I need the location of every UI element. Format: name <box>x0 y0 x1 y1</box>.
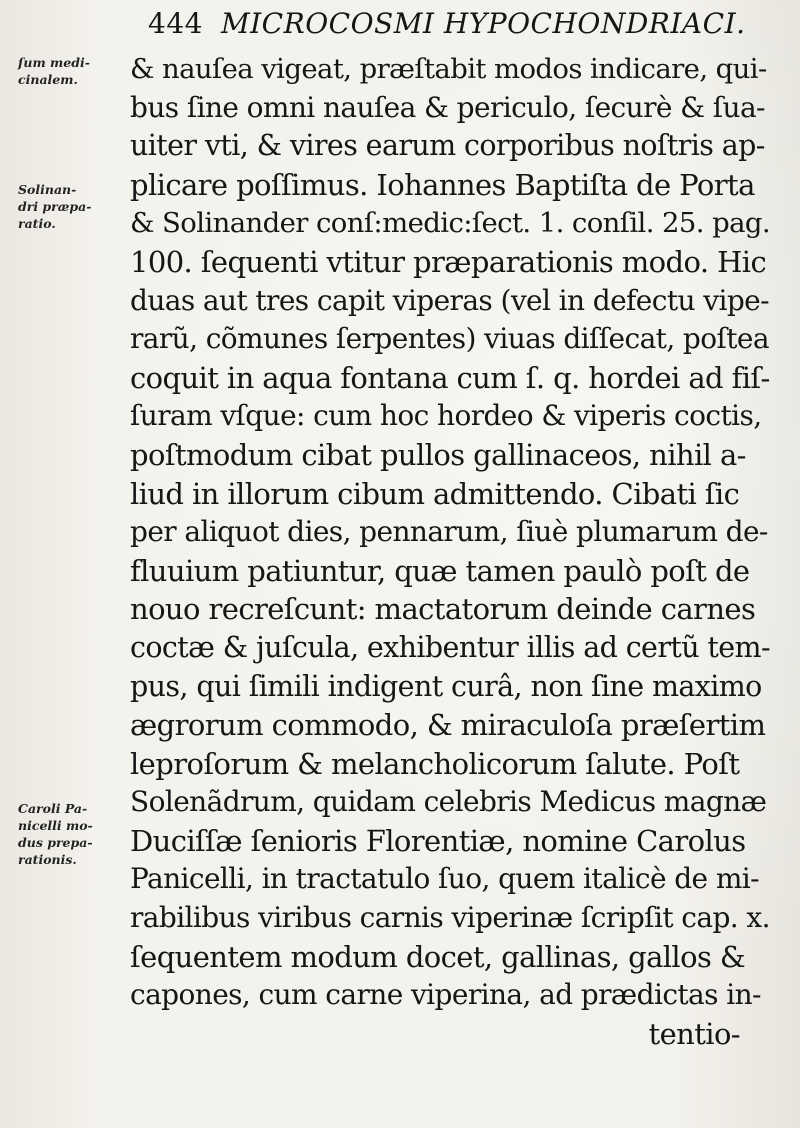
margin-note-line: ſum medi- <box>18 55 90 70</box>
margin-note-line: nicelli mo- <box>18 818 93 833</box>
text-line: liud in illorum cibum admittendo. Cibati ſic <box>130 476 740 511</box>
text-line: Solenãdrum, quidam celebris Medicus magnæ <box>130 785 767 819</box>
text-line: plicare poſſimus. Iohannes Baptiſta de Porta <box>130 167 755 202</box>
text-line: uiter vti, & vires earum corporibus noſtris ap- <box>130 129 765 163</box>
text-line: capones, cum carne viperina, ad prædictas in- <box>130 978 761 1012</box>
margin-note-2 <box>18 181 126 232</box>
text-line: nouo recreſcunt: mactatorum deinde carnes <box>130 592 756 627</box>
text-line: ſuram vſque: cum hoc hordeo & viperis coctis, <box>130 399 762 433</box>
margin-note-line: Caroli Pa- <box>18 801 88 816</box>
margin-note-line: dus prepa- <box>18 835 93 850</box>
text-line: coquit in aqua fontana cum ſ. q. hordei ad fiſ- <box>130 360 770 395</box>
margin-note-line: rationis. <box>18 852 77 867</box>
text-line: 100. ſequenti vtitur præparationis modo. Hic <box>130 244 767 279</box>
running-title: MICROCOSMI HYPOCHONDRIACI. <box>220 7 746 40</box>
text-line: rarũ, cõmunes ſerpentes) viuas diſſecat, poſtea <box>130 322 769 356</box>
text-line: ægrorum commodo, & miraculoſa præſertim <box>130 708 766 743</box>
margin-note-1 <box>18 54 126 88</box>
margin-note-line: Solinan- <box>18 182 77 197</box>
text-line: bus ſine omni nauſea & periculo, ſecurè & ſua- <box>130 90 765 124</box>
text-line: fluuium patiuntur, quæ tamen paulò poſt de <box>130 553 750 588</box>
text-line: ſequentem modum docet, gallinas, gallos & <box>130 939 746 974</box>
text-line: & nauſea vigeat, præſtabit modos indicare, qui- <box>130 53 767 85</box>
text-line: leproſorum & melancholicorum ſalute. Poſt <box>130 746 740 781</box>
text-line: poſtmodum cibat pullos gallinaceos, nihil a- <box>130 437 746 472</box>
text-line: per aliquot dies, pennarum, ſiuè plumarum de- <box>130 515 768 549</box>
margin-note-line: dri præpa- <box>18 199 92 214</box>
body-text <box>130 50 770 1053</box>
text-line: coctæ & juſcula, exhibentur illis ad certũ tem- <box>130 630 770 664</box>
text-line: & Solinander conſ:medic:ſect. 1. conſil. 25. pag. <box>130 207 771 240</box>
running-header <box>148 4 778 44</box>
page-number: 444 <box>148 7 203 40</box>
text-line: duas aut tres capit viperas (vel in defectu vipe- <box>130 283 769 317</box>
catchword: tentio- <box>648 1016 740 1051</box>
text-line: pus, qui ſimili indigent curâ, non ſine maximo <box>130 669 762 703</box>
text-line: Panicelli, in tractatulo ſuo, quem italicè de mi- <box>130 862 759 896</box>
text-line: Duciſſæ ſenioris Florentiæ, nomine Carolus <box>130 823 746 858</box>
margin-note-3 <box>18 800 126 868</box>
margin-note-line: ratio. <box>18 216 56 231</box>
bleed-through <box>30 452 34 467</box>
margin-note-line: cinalem. <box>18 72 78 87</box>
text-line: rabilibus viribus carnis viperinæ ſcripſit cap. x. <box>130 901 770 935</box>
